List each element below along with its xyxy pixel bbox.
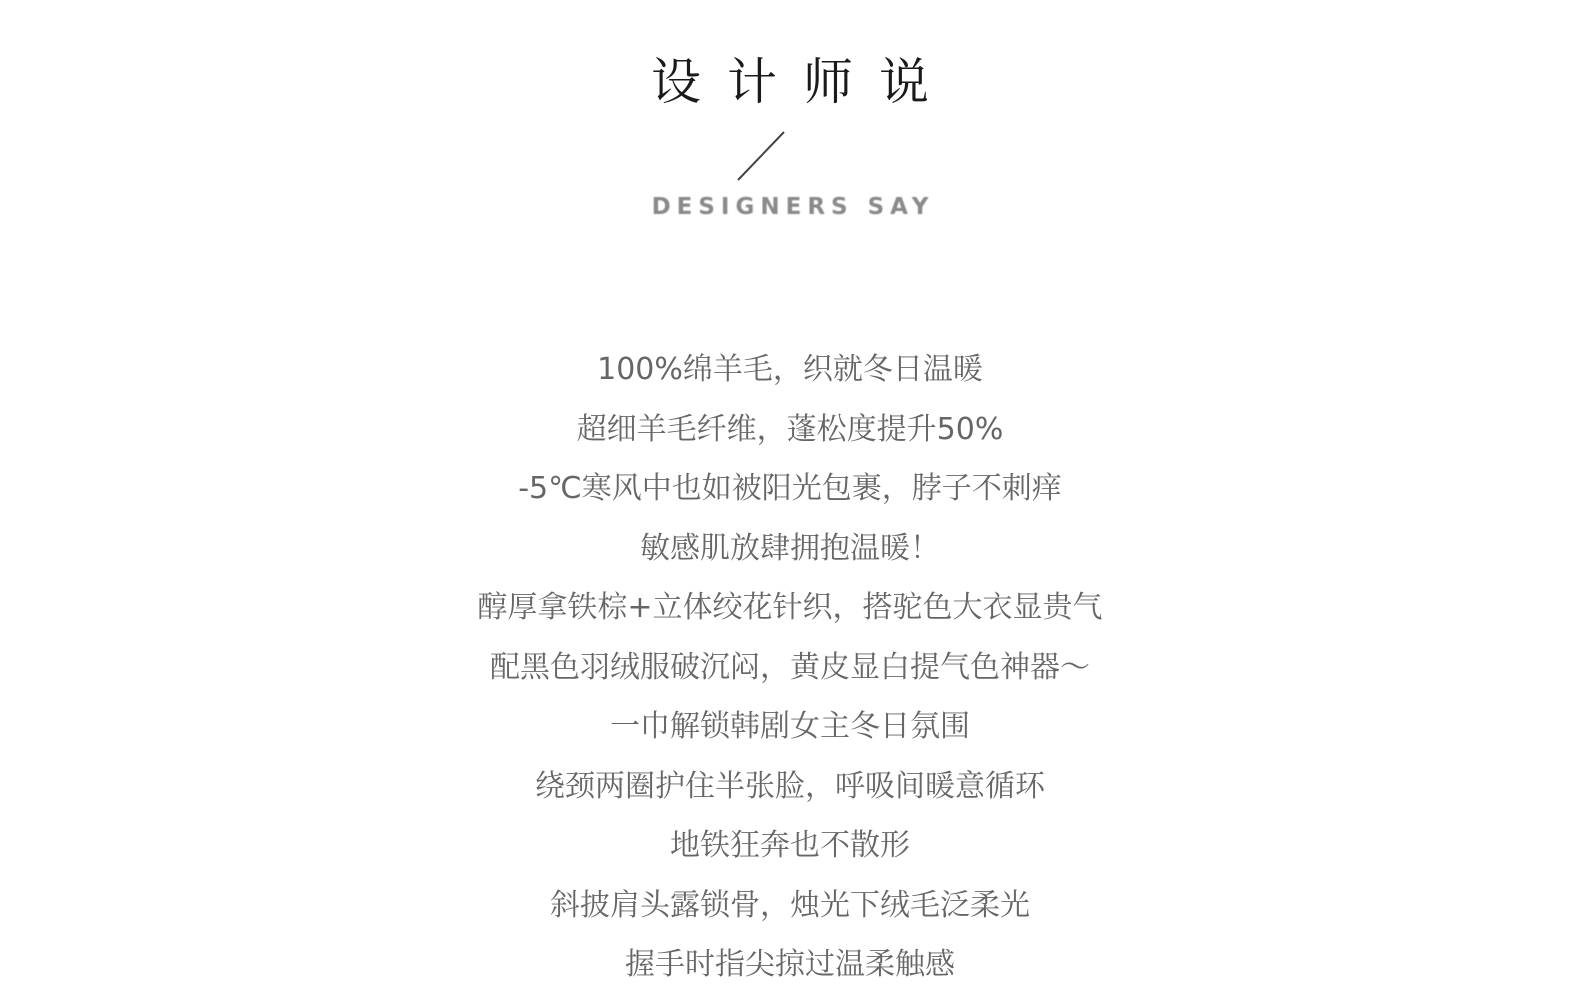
description-line: 配黑色羽绒服破沉闷，黄皮显白提气色神器～ bbox=[490, 649, 1090, 685]
description-line: 绕颈两圈护住半张脸，呼吸间暖意循环 bbox=[535, 768, 1045, 804]
description-line: 超细羊毛纤维，蓬松度提升50% bbox=[576, 411, 1004, 447]
description-line: 斜披肩头露锁骨，烛光下绒毛泛柔光 bbox=[550, 887, 1030, 923]
description-lines bbox=[0, 340, 1580, 995]
description-line: 握手时指尖掠过温柔触感 bbox=[625, 947, 955, 982]
description-line: 100%绵羊毛，织就冬日温暖 bbox=[597, 352, 983, 387]
page-title: 设计师说 bbox=[651, 53, 955, 111]
description-line: 敏感肌放肆拥抱温暖！ bbox=[640, 530, 940, 566]
page-subtitle: DESIGNERS SAY bbox=[651, 194, 935, 220]
description-line: 地铁狂奔也不散形 bbox=[670, 828, 910, 863]
description-line: 醇厚拿铁棕+立体绞花针织，搭驼色大衣显贵气 bbox=[477, 590, 1103, 625]
slash-divider bbox=[735, 128, 787, 184]
description-line: -5℃寒风中也如被阳光包裹，脖子不刺痒 bbox=[518, 471, 1062, 506]
description-line: 一巾解锁韩剧女主冬日氛围 bbox=[610, 709, 970, 744]
